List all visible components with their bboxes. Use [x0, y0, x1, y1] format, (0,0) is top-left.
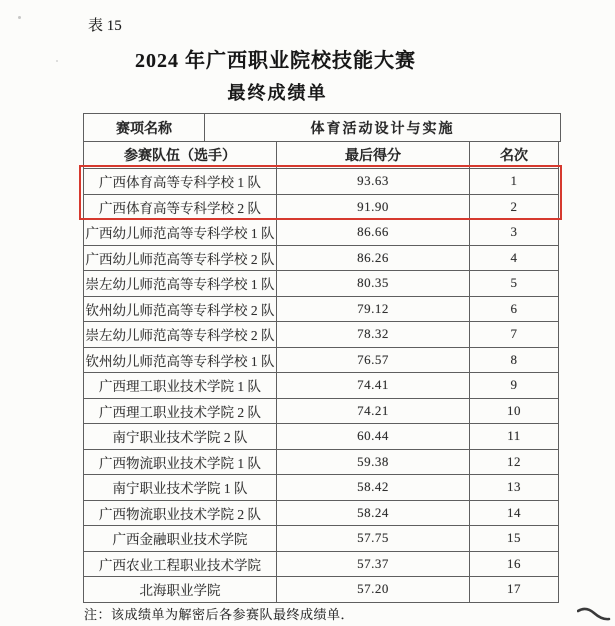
result-row	[84, 526, 559, 552]
footnote: 注：该成绩单为解密后各参赛队最终成绩单．	[84, 607, 355, 622]
team-name: 广西物流职业技术学院 2 队	[84, 500, 277, 526]
team-name: 广西幼儿师范高等专科学校 1 队	[84, 220, 277, 246]
final-score: 74.41	[277, 373, 470, 399]
rank-value: 11	[470, 424, 559, 450]
final-score: 57.37	[277, 551, 470, 577]
team-name: 南宁职业技术学院 1 队	[84, 475, 277, 501]
team-name: 崇左幼儿师范高等专科学校 1 队	[84, 271, 277, 297]
result-row	[84, 245, 559, 271]
team-name: 广西体育高等专科学校 2 队	[84, 194, 277, 220]
result-row	[84, 373, 559, 399]
team-name: 广西物流职业技术学院 1 队	[84, 449, 277, 475]
team-name: 广西金融职业技术学院	[84, 526, 277, 552]
final-score: 59.38	[277, 449, 470, 475]
event-name-value: 体育活动设计与实施	[205, 114, 561, 142]
result-row	[84, 398, 559, 424]
rank-value: 8	[470, 347, 559, 373]
final-score: 79.12	[277, 296, 470, 322]
final-score: 93.63	[277, 169, 470, 195]
result-row	[84, 271, 559, 297]
team-name: 钦州幼儿师范高等专科学校 2 队	[84, 296, 277, 322]
rank-value: 6	[470, 296, 559, 322]
column-header-score: 最后得分	[277, 142, 470, 169]
rank-value: 17	[470, 577, 559, 603]
result-row	[84, 475, 559, 501]
final-score: 80.35	[277, 271, 470, 297]
pen-mark	[577, 606, 611, 624]
rank-value: 16	[470, 551, 559, 577]
rank-value: 12	[470, 449, 559, 475]
result-row	[84, 424, 559, 450]
final-score: 86.66	[277, 220, 470, 246]
final-score: 58.42	[277, 475, 470, 501]
result-row	[84, 296, 559, 322]
final-score: 58.24	[277, 500, 470, 526]
team-name: 钦州幼儿师范高等专科学校 1 队	[84, 347, 277, 373]
final-score: 74.21	[277, 398, 470, 424]
result-row	[84, 220, 559, 246]
rank-value: 13	[470, 475, 559, 501]
rank-value: 1	[470, 169, 559, 195]
result-row	[84, 551, 559, 577]
event-name-label: 赛项名称	[84, 114, 205, 142]
result-row	[84, 194, 559, 220]
event-header-table	[83, 113, 561, 142]
result-row	[84, 169, 559, 195]
rank-value: 9	[470, 373, 559, 399]
final-score: 76.57	[277, 347, 470, 373]
team-name: 广西农业工程职业技术学院	[84, 551, 277, 577]
rank-value: 2	[470, 194, 559, 220]
team-name: 广西理工职业技术学院 2 队	[84, 398, 277, 424]
document-title: 2024 年广西职业院校技能大赛	[135, 50, 416, 72]
result-row	[84, 577, 559, 603]
result-row	[84, 322, 559, 348]
rank-value: 10	[470, 398, 559, 424]
final-score: 60.44	[277, 424, 470, 450]
table-label: 表 15	[88, 18, 122, 34]
column-header-team: 参赛队伍（选手）	[84, 142, 277, 169]
rank-value: 4	[470, 245, 559, 271]
event-name-row	[84, 114, 561, 142]
rank-value: 3	[470, 220, 559, 246]
final-score: 86.26	[277, 245, 470, 271]
result-row	[84, 500, 559, 526]
rank-value: 5	[470, 271, 559, 297]
result-row	[84, 347, 559, 373]
final-score: 57.20	[277, 577, 470, 603]
column-header-rank: 名次	[470, 142, 559, 169]
document-subtitle: 最终成绩单	[227, 83, 328, 103]
team-name: 南宁职业技术学院 2 队	[84, 424, 277, 450]
results-table	[83, 113, 561, 603]
scores-table	[83, 141, 559, 603]
final-score: 57.75	[277, 526, 470, 552]
rank-value: 7	[470, 322, 559, 348]
rank-value: 15	[470, 526, 559, 552]
final-score: 78.32	[277, 322, 470, 348]
rank-value: 14	[470, 500, 559, 526]
result-row	[84, 449, 559, 475]
team-name: 广西体育高等专科学校 1 队	[84, 169, 277, 195]
team-name: 北海职业学院	[84, 577, 277, 603]
column-header-row	[84, 142, 559, 169]
team-name: 广西理工职业技术学院 1 队	[84, 373, 277, 399]
scan-speck	[18, 16, 21, 19]
team-name: 广西幼儿师范高等专科学校 2 队	[84, 245, 277, 271]
final-score: 91.90	[277, 194, 470, 220]
team-name: 崇左幼儿师范高等专科学校 2 队	[84, 322, 277, 348]
